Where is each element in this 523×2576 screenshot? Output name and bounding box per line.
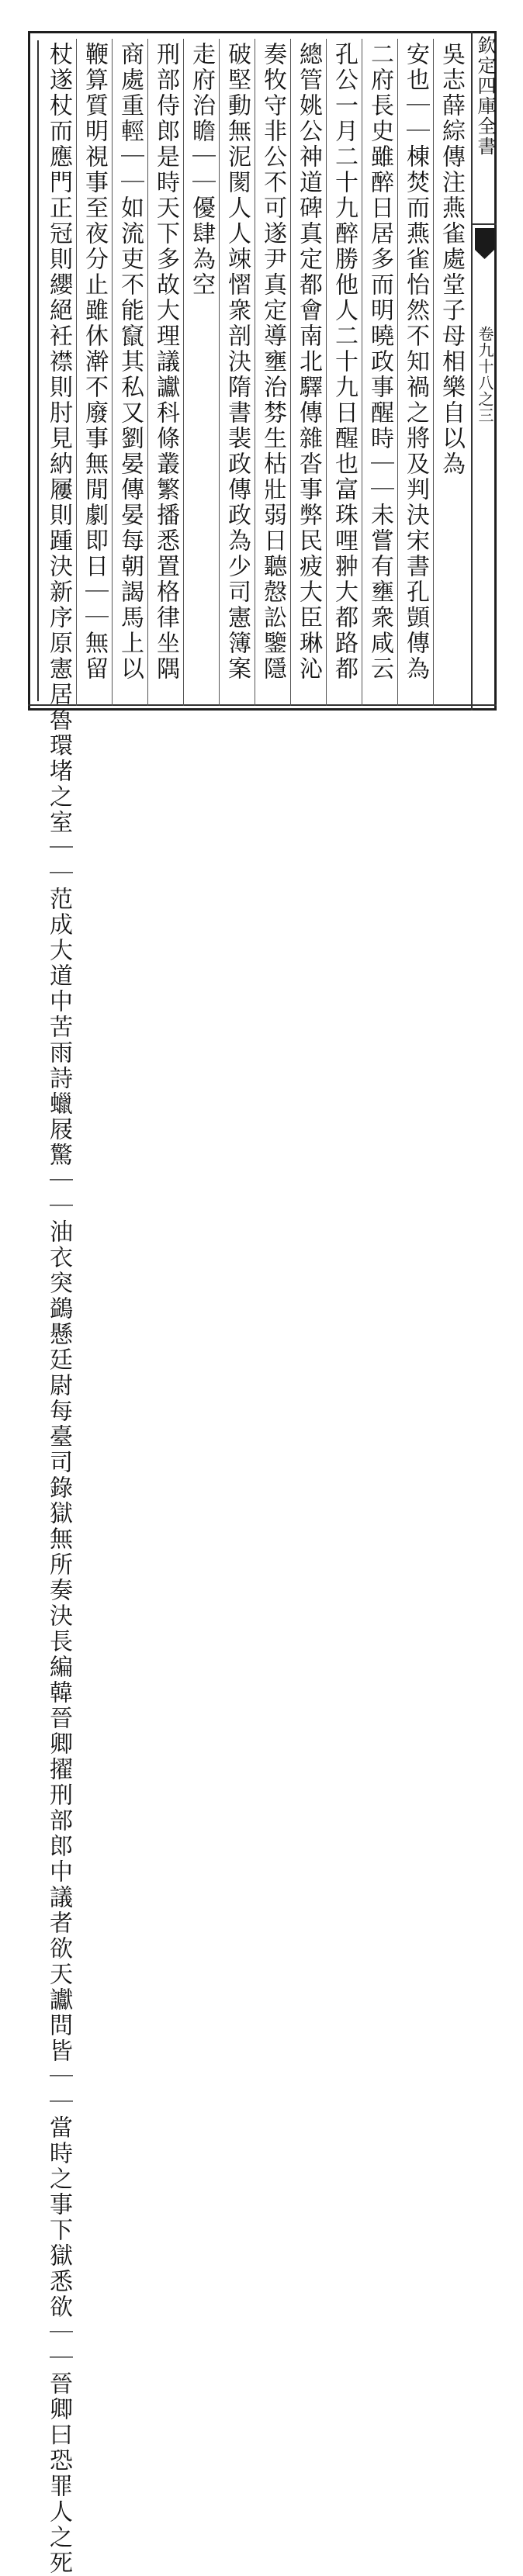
inner-border-rule [37,40,39,701]
text-column: 安也｜｜棟焚而燕雀怡然不知禍之將及判決宋書孔顗傳為 [397,39,433,706]
book-title: 欽定四庫全書 [473,31,497,225]
page-gutter [471,31,497,711]
volume-label: 卷九十八之三 [476,326,494,424]
text-column: 總管姚公神道碑真定都會南北驛傳雜沓事弊民疲大臣琳沁 [290,39,326,706]
text-column: 刑部侍郎是時天下多故大理議讞科條叢繁播悉置格律坐隅 [147,39,183,706]
text-column: 走府治瞻｜｜優肆為空 [183,39,219,706]
text-columns [40,39,469,2576]
text-column: 吳志薛綜傳注燕雀處堂子母相樂自以為 [433,39,469,706]
text-column: 鞭算質明視事至夜分止雖休澣不廢事無閒劇即日｜｜無留 [76,39,112,706]
text-column: 孔公一月二十九醉勝他人二十九日醒也富珠哩翀大都路都 [326,39,362,706]
text-column: 商處重輕｜｜如流吏不能竄其私又劉晏傳晏每朝謁馬上以 [112,39,147,706]
text-column: 破堅動無泥閡人人竦慴衆剖決隋書裴政傳政為少司憲簿案 [219,39,255,706]
text-column: 奏牧守非公不可遂尹真定導壅治棼生枯壯弱日聽慤訟鑒隱 [255,39,290,706]
fishtail-marker-icon [475,228,494,259]
text-column: 杖遂杖而應門正冠則纓絕衽襟則肘見納屨則踵決新序原憲居魯環堵之室｜｜范成大道中苦雨詩蠟屐驚｜｜油衣突鷁懸廷尉每臺司錄獄無所奏決長編韓晉卿擢刑部郎中議者欲天讞問皆｜｜當時之事下獄悉欲｜｜晉卿曰恐罪人之死 [45,42,72,2576]
text-column: 二府長史雖醉日居多而明曉政事醒時｜｜未嘗有壅衆咸云 [362,39,397,706]
